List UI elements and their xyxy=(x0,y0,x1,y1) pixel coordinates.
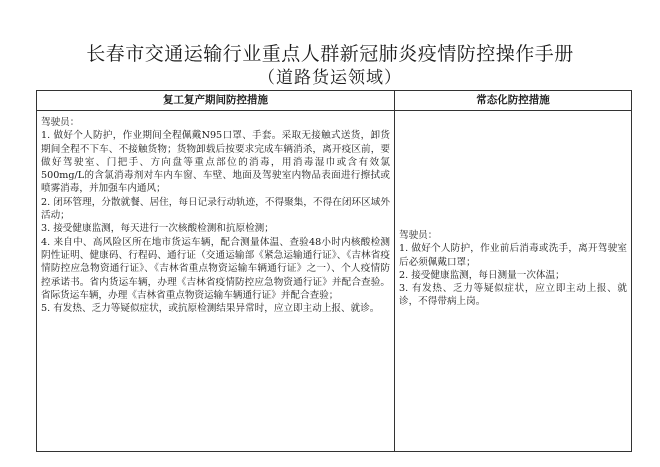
column-resumption-measures xyxy=(37,91,395,451)
measure-item: 1. 做好个人防护，作业前后消毒或洗手，离开驾驶室后必须佩戴口罩； xyxy=(399,243,627,268)
column-routine-measures xyxy=(395,91,631,451)
measure-item: 2. 闭环管理，分散就餐、居住，每日记录行动轨迹，不得聚集，不得在闭环区域外活动； xyxy=(41,196,390,222)
measure-item: 5. 有发热、乏力等疑似症状，或抗原检测结果异常时，应立即主动上报、就诊。 xyxy=(41,303,380,315)
header-routine-measures: 常态化防控措施 xyxy=(395,91,631,111)
measure-item: 4. 来自中、高风险区所在地市货运车辆，配合测量体温、查验48小时内核酸检测阴性证明、健康码、行程码、通行证（交通运输部《紧急运输通行证》、《吉林省疫情防控应急物资通行证》、《吉林省重点物资运输车辆通行证》之一）、个人疫情防控承诺书。省内货运车辆，办理《吉林省疫情防控应急物资通行证》并配合查验。省际货运车辆，办理《吉林省重点物资运输车辆通行证》并配合查验； xyxy=(41,236,390,301)
measures-table xyxy=(36,90,632,452)
document-subtitle: （道路货运领域） xyxy=(258,68,402,88)
role-label-driver: 驾驶员： xyxy=(41,117,80,128)
role-label-driver: 驾驶员： xyxy=(399,230,438,241)
header-resumption-measures: 复工复产期间防控措施 xyxy=(37,91,394,111)
document-title: 长春市交通运输行业重点人群新冠肺炎疫情防控操作手册 xyxy=(86,43,574,65)
measure-item: 1. 做好个人防护，作业期间全程佩戴N95口罩、手套。采取无接触式送货，卸货期间全程不下车、不接触货物；货物卸载后按要求完成车辆消杀，离开疫区前，要做好驾驶室、门把手、方向盘等重点部位的消毒，用消毒湿巾或含有效氯500mg/L的含氯消毒剂对车内车窗、车壁、地面及驾驶室内物品表面进行擦拭或喷雾消毒，并加强车内通风； xyxy=(41,130,390,195)
routine-measures-content xyxy=(395,111,631,309)
measure-item: 2. 接受健康监测，每日测量一次体温； xyxy=(399,269,565,281)
resumption-measures-content xyxy=(37,111,394,315)
measure-item: 3. 接受健康监测，每天进行一次核酸检测和抗原检测； xyxy=(41,223,274,235)
measure-item: 3. 有发热、乏力等疑似症状，应立即主动上报、就诊，不得带病上岗。 xyxy=(399,283,627,308)
